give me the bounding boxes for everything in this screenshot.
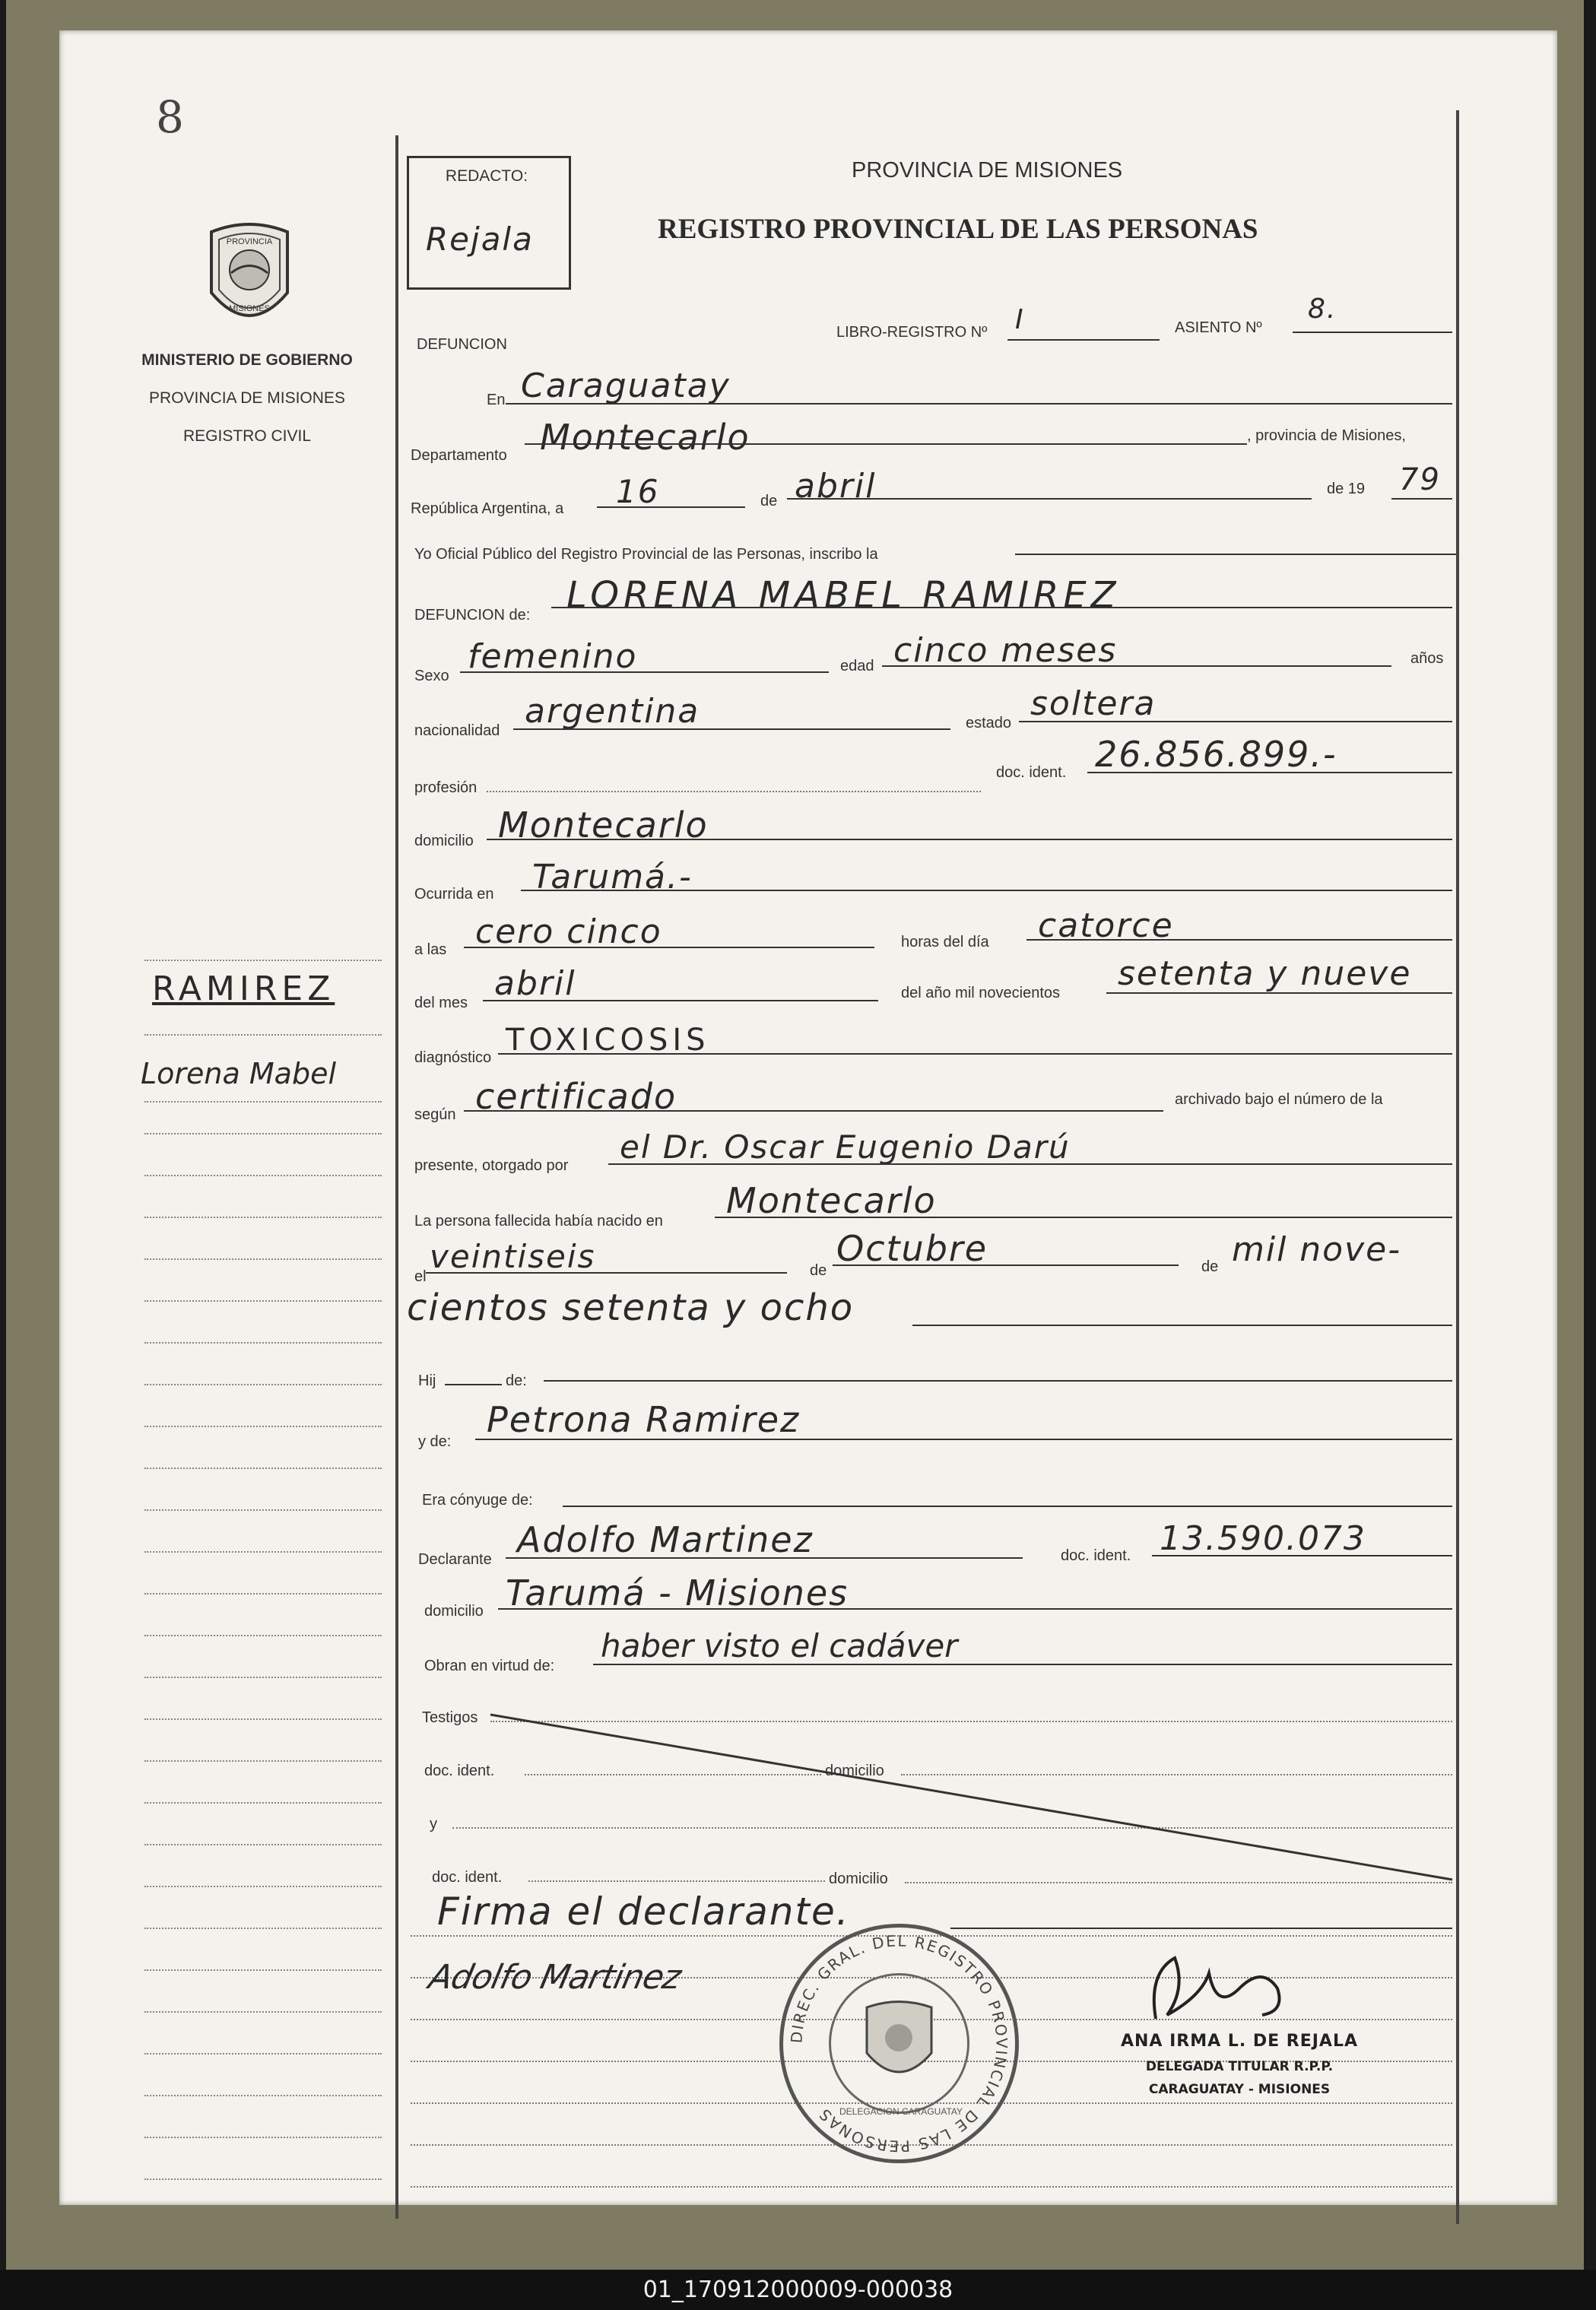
estado-line	[1019, 721, 1452, 722]
decl-dom-value: Tarumá - Misiones	[506, 1572, 849, 1614]
asiento-value: 8.	[1308, 294, 1337, 325]
nac-mes-line	[833, 1264, 1179, 1266]
provincia-label: , provincia de Misiones,	[1247, 427, 1406, 444]
anio-muerte-line	[1106, 992, 1452, 994]
redacto-value: Rejala	[426, 221, 534, 258]
delmes-label: del mes	[414, 995, 468, 1011]
mes-value: abril	[795, 467, 877, 506]
libro-label: LIBRO-REGISTRO Nº	[836, 324, 988, 341]
seal-bottom-text: MISIONES	[229, 304, 270, 313]
margin-line	[144, 1677, 382, 1678]
margin-line	[144, 1300, 382, 1302]
margin-line	[144, 960, 382, 961]
diagnostico-label: diagnóstico	[414, 1049, 492, 1066]
page-number: 8	[156, 91, 184, 143]
redacto-label: REDACTO:	[445, 167, 528, 185]
header-province: PROVINCIA DE MISIONES	[852, 158, 1123, 182]
hora-line	[464, 947, 874, 948]
mes-muerte-line	[483, 1000, 878, 1001]
nac-anio-line	[912, 1325, 1452, 1326]
decl-doc-value: 13.590.073	[1160, 1519, 1366, 1558]
footer-id: 01_170912000009-000038	[0, 2270, 1596, 2310]
declarante-label: Declarante	[418, 1551, 492, 1568]
margin-line	[144, 1635, 382, 1636]
hij-label: Hij	[418, 1372, 436, 1389]
ocurrida-line	[521, 890, 1452, 891]
header-title: REGISTRO PROVINCIAL DE LAS PERSONAS	[658, 214, 1258, 245]
testigos-label: Testigos	[422, 1709, 478, 1726]
edad-label: edad	[840, 658, 874, 674]
docident-label: doc. ident.	[996, 764, 1067, 781]
nac-dia-line	[426, 1272, 787, 1274]
de19-label: de 19	[1327, 481, 1366, 497]
margin-line	[144, 1969, 382, 1971]
nac-de-label: de	[810, 1262, 827, 1279]
mes-muerte-value: abril	[494, 964, 576, 1003]
edad-line	[882, 665, 1391, 667]
domicilio-value: Montecarlo	[498, 804, 709, 846]
en-value: Caraguatay	[521, 366, 731, 405]
ministry-line-2: PROVINCIA DE MISIONES	[149, 389, 345, 407]
provincial-seal-icon	[196, 217, 303, 338]
nacionalidad-label: nacionalidad	[414, 722, 500, 739]
official-name: ANA IRMA L. DE REJALA	[1120, 2032, 1359, 2051]
margin-line	[144, 2095, 382, 2096]
de-label: de	[760, 493, 778, 509]
departamento-value: Montecarlo	[540, 417, 750, 458]
t2-dom-label: domicilio	[829, 1871, 888, 1887]
margin-line	[144, 1551, 382, 1553]
estado-value: soltera	[1030, 684, 1157, 723]
hij-de-label: de:	[506, 1372, 527, 1389]
defuncion-de-label: DEFUNCION de:	[414, 607, 531, 624]
nacionalidad-line	[513, 728, 950, 730]
margin-given-name: Lorena Mabel	[141, 1057, 337, 1090]
departamento-label: Departamento	[411, 447, 507, 464]
archivado-label: archivado bajo el número de la	[1175, 1091, 1383, 1108]
diagnostico-line	[498, 1053, 1452, 1055]
right-rule	[1456, 110, 1459, 2224]
alas-label: a las	[414, 941, 447, 958]
asiento-line	[1293, 332, 1452, 333]
t1-dom-label: domicilio	[825, 1763, 884, 1779]
margin-line	[144, 1426, 382, 1427]
en-label: En	[487, 392, 506, 408]
margin-line	[144, 1258, 382, 1260]
ministry-line-1: MINISTERIO DE GOBIERNO	[141, 351, 353, 369]
t1-doc-label: doc. ident.	[424, 1763, 495, 1779]
conyuge-label: Era cónyuge de:	[422, 1492, 533, 1509]
segun-label: según	[414, 1106, 456, 1123]
libro-line	[1007, 339, 1160, 341]
defuncion-label: DEFUNCION	[417, 336, 507, 353]
ruled-line	[411, 2186, 1452, 2188]
margin-line	[144, 1509, 382, 1511]
republica-label: República Argentina, a	[411, 500, 564, 517]
nacido-value: Montecarlo	[726, 1180, 937, 1221]
anio-value: 79	[1399, 462, 1441, 497]
dia-muerte-line	[1026, 939, 1452, 941]
madre-value: Petrona Ramirez	[487, 1399, 801, 1440]
obran-value: haber visto el cadáver	[601, 1627, 958, 1664]
decl-dom-line	[498, 1608, 1452, 1610]
seal-top-text: PROVINCIA	[226, 237, 273, 246]
profesion-label: profesión	[414, 779, 478, 796]
firma-line	[950, 1928, 1452, 1929]
docident-value: 26.856.899.-	[1095, 734, 1337, 775]
decl-doc-label: doc. ident.	[1061, 1547, 1131, 1564]
margin-line	[144, 1718, 382, 1720]
anio-line	[1391, 498, 1452, 500]
el-label: el	[414, 1268, 427, 1285]
sexo-value: femenino	[468, 637, 638, 676]
segun-value: certificado	[475, 1076, 677, 1117]
otorgado-line	[608, 1163, 1452, 1165]
declarant-signature: Adolfo Martinez	[425, 1958, 684, 1997]
madre-line	[475, 1439, 1452, 1440]
sexo-label: Sexo	[414, 668, 449, 684]
nombre-line	[551, 607, 1452, 608]
otorgado-value: el Dr. Oscar Eugenio Darú	[620, 1128, 1071, 1166]
ministry-line-3: REGISTRO CIVIL	[182, 427, 312, 445]
official-place: CARAGUATAY - MISIONES	[1148, 2082, 1331, 2097]
dia-value: 16	[616, 473, 660, 510]
y-de-label: y de:	[418, 1433, 452, 1450]
declarante-value: Adolfo Martinez	[517, 1519, 814, 1560]
margin-line	[144, 1101, 382, 1103]
oficial-label: Yo Oficial Público del Registro Provincial de las Personas, inscribo la	[414, 546, 878, 563]
asiento-label: ASIENTO Nº	[1175, 319, 1262, 336]
stamp-ring-label: DIREC. GRAL. DEL REGISTRO PROVINCIAL DE LAS PERSONAS	[787, 1931, 1011, 2156]
nac-anio-value-1: mil nove-	[1232, 1230, 1402, 1269]
ocurrida-label: Ocurrida en	[414, 886, 494, 903]
nac-mes-value: Octubre	[836, 1228, 988, 1269]
estado-label: estado	[966, 715, 1012, 731]
margin-line	[144, 1468, 382, 1469]
delanio-label: del año mil novecientos	[901, 985, 1061, 1001]
segun-line	[464, 1110, 1163, 1112]
nac-anio-value-2: cientos setenta y ocho	[407, 1287, 855, 1329]
dia-line	[597, 506, 745, 508]
nac-de2-label: de	[1201, 1258, 1219, 1275]
margin-line	[144, 1760, 382, 1762]
oficial-line	[1015, 554, 1456, 555]
domicilio-label: domicilio	[414, 833, 474, 849]
docident-line	[1087, 772, 1452, 773]
margin-line	[144, 2011, 382, 2013]
margin-surname: RAMIREZ	[152, 969, 335, 1008]
nac-dia-value: veintiseis	[430, 1238, 596, 1275]
margin-line	[144, 2137, 382, 2138]
margin-rule	[395, 135, 398, 2219]
margin-line	[144, 1886, 382, 1887]
margin-line	[144, 1928, 382, 1929]
nombre-value: LORENA MABEL RAMIREZ	[566, 574, 1121, 617]
anos-label: años	[1410, 650, 1444, 667]
y-label: y	[430, 1816, 437, 1832]
hora-value: cero cinco	[475, 912, 662, 951]
margin-line	[144, 1844, 382, 1845]
decl-doc-line	[1152, 1555, 1452, 1556]
obran-label: Obran en virtud de:	[424, 1658, 555, 1674]
edad-value: cinco meses	[893, 631, 1118, 670]
margin-line	[144, 1802, 382, 1804]
margin-line	[144, 1342, 382, 1344]
firma-note: Firma el declarante.	[437, 1890, 850, 1934]
diagnostico-value: TOXICOSIS	[506, 1023, 710, 1058]
margin-line	[144, 1593, 382, 1594]
t2-doc-label: doc. ident.	[432, 1869, 503, 1886]
margin-line	[144, 2053, 382, 2055]
margin-line	[144, 2178, 382, 2180]
mes-line	[787, 498, 1312, 500]
hij-line	[445, 1384, 502, 1385]
stamp-emblem-icon	[859, 2000, 939, 2087]
presente-label: presente, otorgado por	[414, 1157, 569, 1174]
margin-line	[144, 1034, 382, 1036]
nacionalidad-value: argentina	[525, 692, 700, 731]
horas-label: horas del día	[901, 934, 989, 950]
obran-line	[593, 1664, 1452, 1665]
domicilio-line	[487, 839, 1452, 840]
margin-line	[144, 1175, 382, 1176]
profesion-line	[487, 791, 981, 792]
cancel-strike	[487, 1711, 1460, 1886]
nacido-line	[715, 1217, 1452, 1218]
libro-value: I	[1015, 304, 1025, 335]
official-title: DELEGADA TITULAR R.P.P.	[1145, 2059, 1334, 2074]
conyuge-line	[563, 1506, 1452, 1507]
en-line	[506, 403, 1452, 405]
anio-muerte-value: setenta y nueve	[1118, 954, 1412, 993]
margin-line	[144, 1133, 382, 1134]
dia-muerte-value: catorce	[1038, 906, 1174, 945]
sexo-line	[460, 671, 829, 673]
ocurrida-value: Tarumá.-	[532, 858, 693, 896]
decl-dom-label: domicilio	[424, 1603, 484, 1620]
declarante-line	[506, 1557, 1023, 1559]
nacido-label: La persona fallecida había nacido en	[414, 1213, 663, 1230]
margin-line	[144, 1384, 382, 1385]
departamento-line	[525, 443, 1247, 445]
margin-line	[144, 1217, 382, 1218]
stamp-inner-label: DELEGACION CARAGUATAY	[839, 2106, 963, 2117]
padre-line	[544, 1380, 1452, 1382]
official-signature-icon	[1133, 1943, 1315, 2034]
